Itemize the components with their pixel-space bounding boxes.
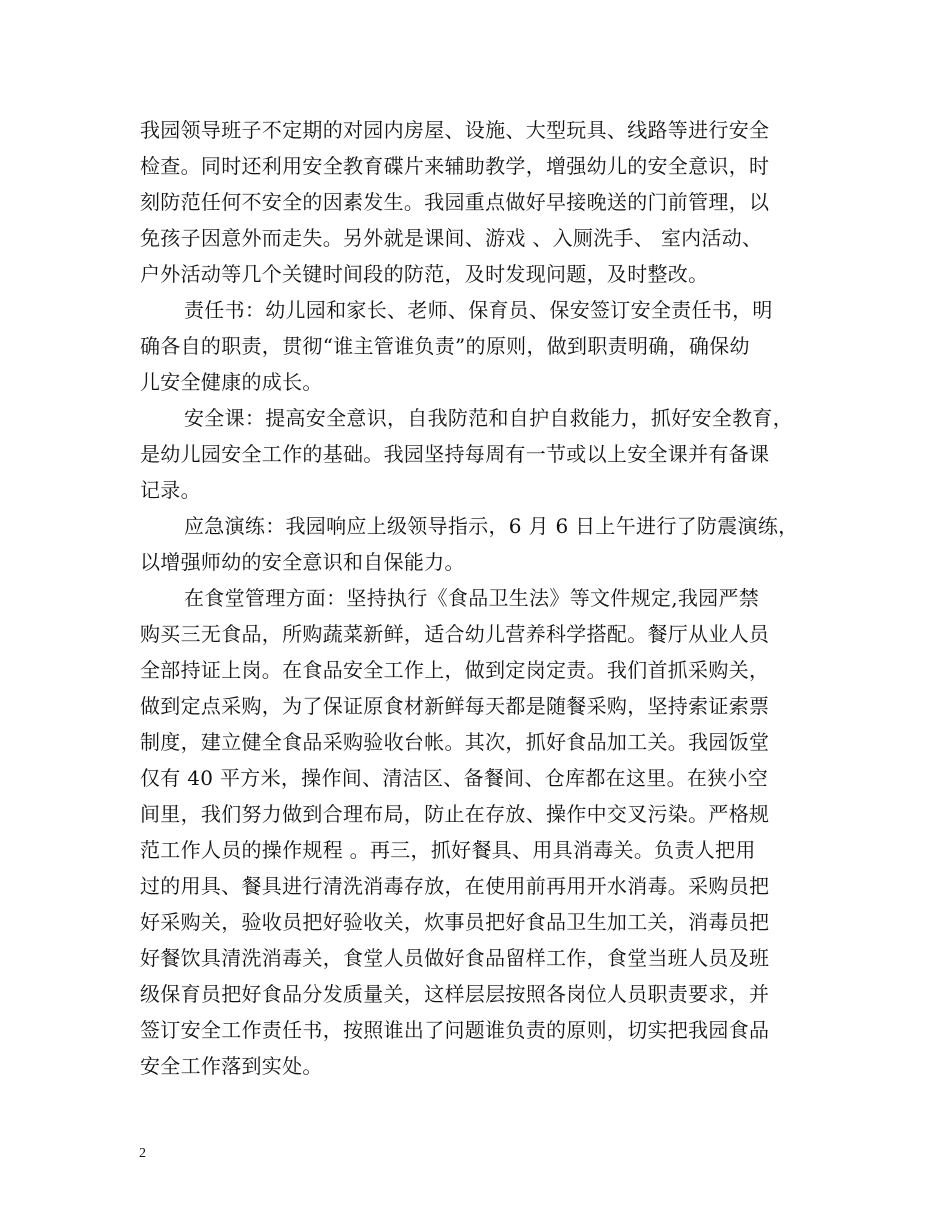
paragraph-first-line: 安全课：提高安全意识，自我防范和自护自救能力，抓好安全教育， [184, 406, 793, 430]
text-line: 我园领导班子不定期的对园内房屋、设施、大型玩具、线路等进行安全 [140, 118, 770, 142]
page-number: 2 [139, 1146, 146, 1161]
text-line: 以增强师幼的安全意识和自保能力。 [140, 550, 465, 574]
text-line: 仅有 40 平方米，操作间、清洁区、备餐间、仓库都在这里。在狭小空 [140, 766, 769, 790]
text-line: 刻防范任何不安全的因素发生。我园重点做好早接晚送的门前管理，以 [140, 190, 770, 214]
paragraph-first-line: 责任书：幼儿园和家长、老师、保育员、保安签订安全责任书，明 [184, 298, 773, 322]
text-line: 免孩子因意外而走失。另外就是课间、游戏 、入厕洗手、 室内活动、 [140, 226, 763, 250]
text-line: 级保育员把好食品分发质量关，这样层层按照各岗位人员职责要求，并 [140, 982, 770, 1006]
text-line: 好采购关，验收员把好验收关，炊事员把好食品卫生加工关，消毒员把 [140, 910, 770, 934]
text-line: 记录。 [140, 478, 201, 502]
text-line: 全部持证上岗。在食品安全工作上，做到定岗定责。我们首抓采购关， [140, 658, 770, 682]
text-line: 范工作人员的操作规程 。再三，抓好餐具、用具消毒关。负责人把用 [140, 838, 756, 862]
text-line: 安全工作落到实处。 [140, 1054, 323, 1078]
text-line: 签订安全工作责任书，按照谁出了问题谁负责的原则，切实把我园食品 [140, 1018, 770, 1042]
text-line: 购买三无食品，所购蔬菜新鲜，适合幼儿营养科学搭配。餐厅从业人员 [140, 622, 770, 646]
text-line: 过的用具、餐具进行清洗消毒存放，在使用前再用开水消毒。采购员把 [140, 874, 770, 898]
paragraph-first-line: 应急演练：我园响应上级领导指示，6 月 6 日上午进行了防震演练， [184, 514, 799, 538]
text-line: 检查。同时还利用安全教育碟片来辅助教学，增强幼儿的安全意识，时 [140, 154, 770, 178]
paragraph-first-line: 在食堂管理方面：坚持执行《食品卫生法》等文件规定,我园严禁 [184, 586, 760, 610]
text-line: 是幼儿园安全工作的基础。我园坚持每周有一节或以上安全课并有备课 [140, 442, 770, 466]
text-line: 好餐饮具清洗消毒关，食堂人员做好食品留样工作，食堂当班人员及班 [140, 946, 770, 970]
text-line: 确各自的职责，贯彻“谁主管谁负责”的原则，做到职责明确，确保幼 [140, 334, 750, 358]
text-line: 做到定点采购，为了保证原食材新鲜每天都是随餐采购，坚持索证索票 [140, 694, 770, 718]
body-text [140, 112, 820, 1084]
text-line: 间里，我们努力做到合理布局，防止在存放、操作中交叉污染。严格规 [140, 802, 770, 826]
text-line: 户外活动等几个关键时间段的防范，及时发现问题，及时整改。 [140, 262, 709, 286]
text-line: 制度，建立健全食品采购验收台帐。其次，抓好食品加工关。我园饭堂 [140, 730, 770, 754]
text-line: 儿安全健康的成长。 [140, 370, 323, 394]
